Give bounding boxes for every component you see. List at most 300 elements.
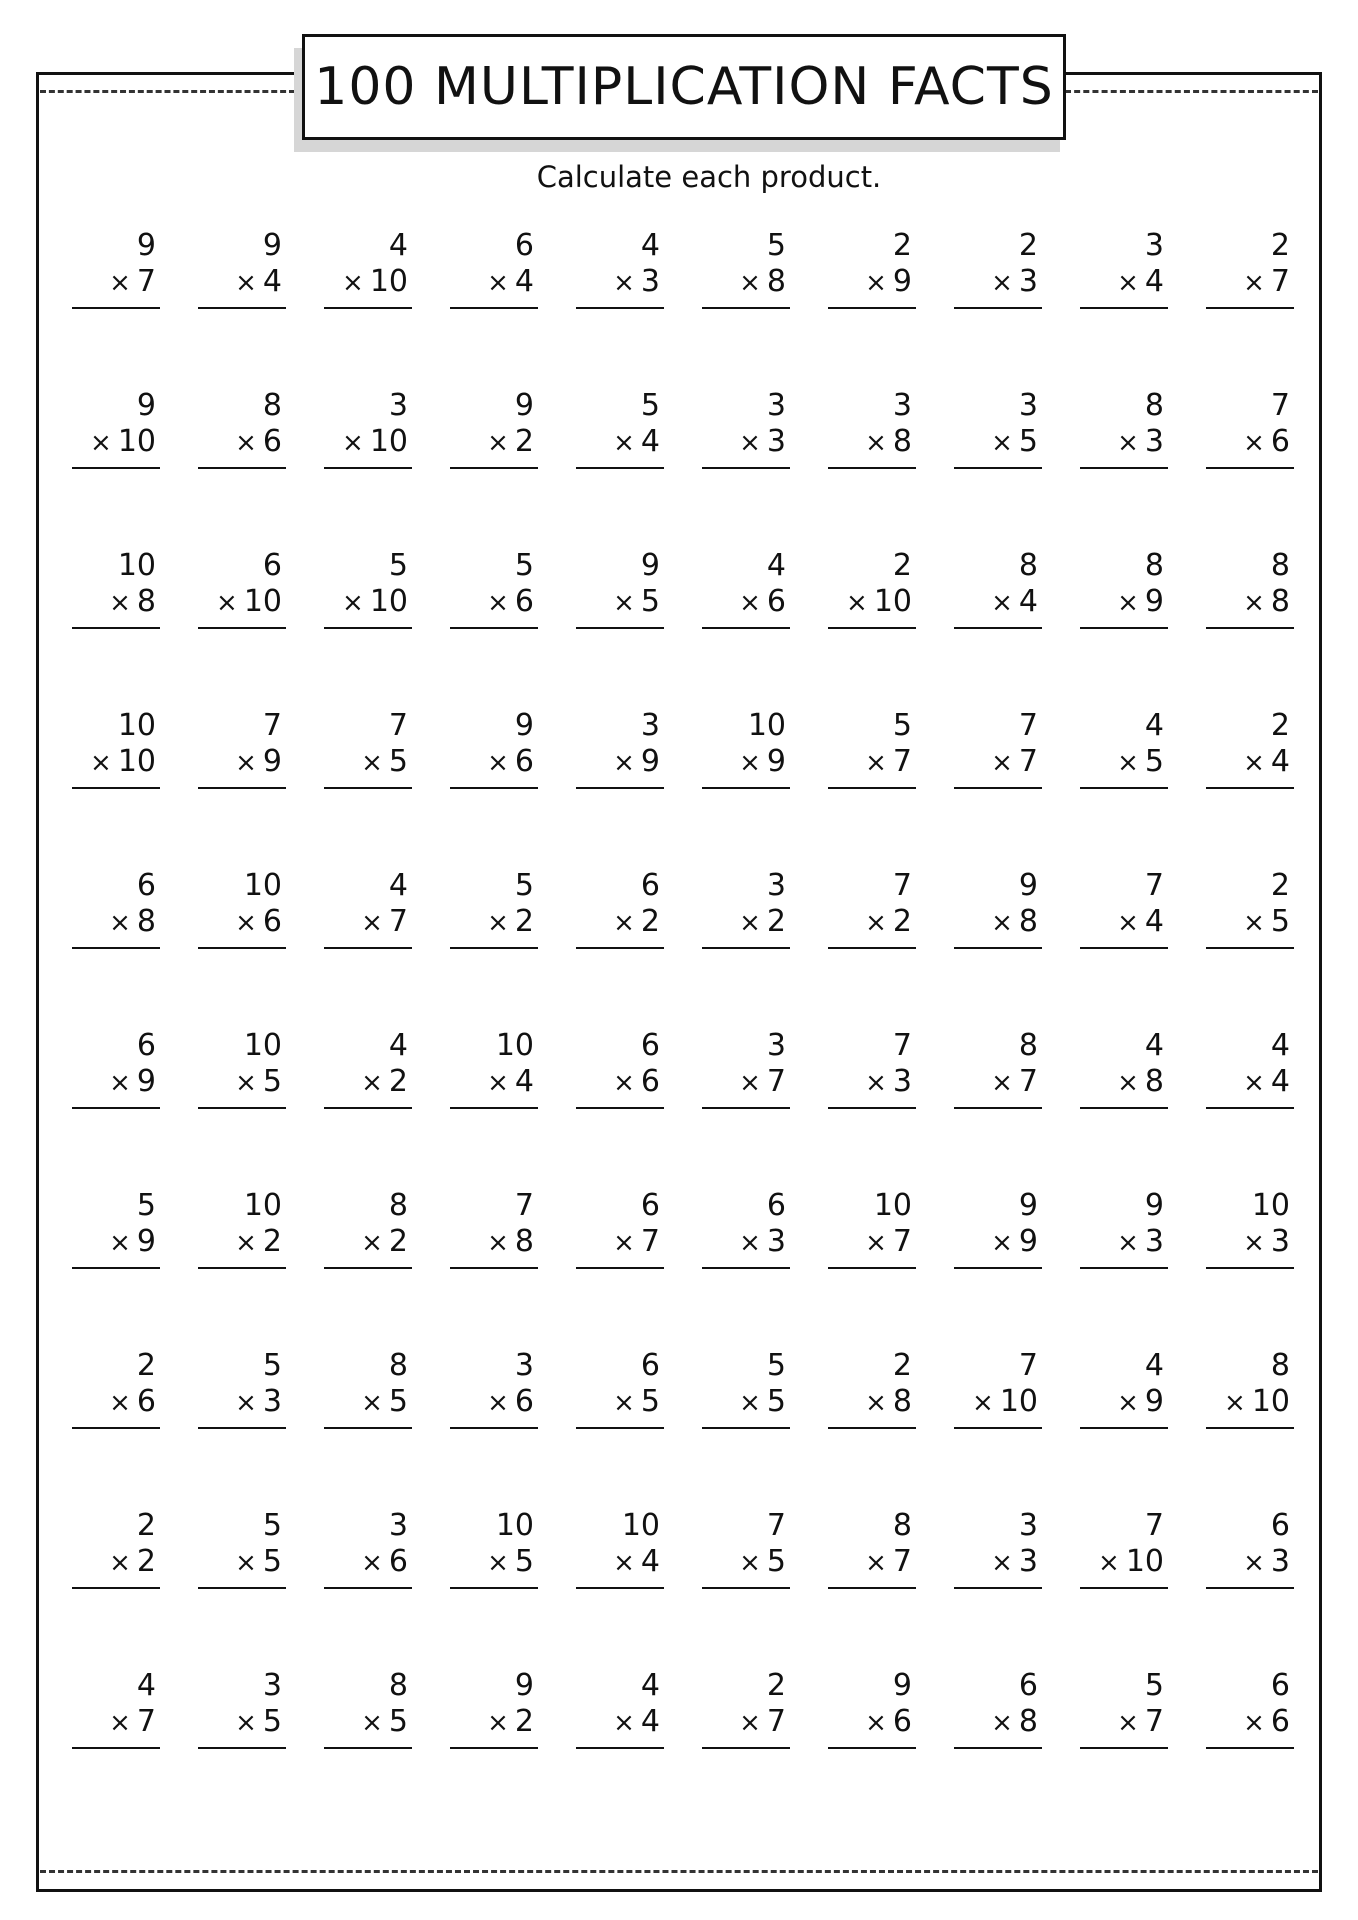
answer-line[interactable] (198, 1427, 286, 1429)
multiplier: 10 (369, 584, 408, 619)
times-sign: × (216, 588, 238, 618)
answer-line[interactable] (828, 627, 916, 629)
multiplier: 4 (1270, 1064, 1290, 1099)
multiplier-line (865, 1544, 912, 1581)
times-sign: × (235, 1388, 257, 1418)
instructions: Calculate each product. (536, 160, 882, 194)
answer-line[interactable] (828, 467, 916, 469)
times-sign: × (487, 268, 509, 298)
multiplicand: 10 (243, 1028, 282, 1063)
multiplier: 4 (1144, 264, 1164, 299)
multiplier-line (90, 424, 156, 461)
multiplier-line (865, 1224, 912, 1261)
multiplicand: 7 (1018, 1348, 1038, 1383)
answer-line[interactable] (1206, 1107, 1294, 1109)
multiplicand: 7 (1270, 388, 1290, 423)
answer-line[interactable] (828, 947, 916, 949)
multiplicand: 10 (1251, 1188, 1290, 1223)
multiplication-problem (324, 1348, 412, 1450)
multiplier-line (865, 424, 912, 461)
multiplier-line (865, 1704, 912, 1741)
times-sign: × (1243, 1228, 1265, 1258)
multiplication-problem (1206, 868, 1294, 970)
multiplier-line (739, 424, 786, 461)
answer-line[interactable] (198, 1267, 286, 1269)
multiplier-line (361, 1704, 408, 1741)
times-sign: × (361, 1068, 383, 1098)
answer-line[interactable] (198, 947, 286, 949)
answer-line[interactable] (828, 307, 916, 309)
answer-line[interactable] (324, 467, 412, 469)
multiplication-problem (198, 868, 286, 970)
multiplicand: 4 (388, 868, 408, 903)
answer-line[interactable] (576, 307, 664, 309)
multiplicand: 4 (136, 1668, 156, 1703)
answer-line[interactable] (450, 1427, 538, 1429)
answer-line[interactable] (198, 627, 286, 629)
multiplication-problem (72, 388, 160, 490)
answer-line[interactable] (1080, 1267, 1168, 1269)
multiplication-problem (198, 1668, 286, 1770)
multiplicand: 5 (640, 388, 660, 423)
answer-line[interactable] (576, 1587, 664, 1589)
multiplier-line (109, 1384, 156, 1421)
times-sign: × (613, 748, 635, 778)
multiplier: 4 (1270, 744, 1290, 779)
multiplier: 6 (766, 584, 786, 619)
multiplier-line (109, 1704, 156, 1741)
answer-line[interactable] (1206, 947, 1294, 949)
answer-line[interactable] (324, 1427, 412, 1429)
answer-line[interactable] (576, 1427, 664, 1429)
multiplier: 10 (117, 424, 156, 459)
multiplier-line (1117, 584, 1164, 621)
multiplication-problem (198, 228, 286, 330)
answer-line[interactable] (1080, 1107, 1168, 1109)
answer-line[interactable] (1206, 1267, 1294, 1269)
multiplier: 5 (514, 1544, 534, 1579)
multiplication-problem (828, 1508, 916, 1610)
multiplication-problem (702, 708, 790, 810)
answer-line[interactable] (1080, 947, 1168, 949)
multiplier-line (1117, 264, 1164, 301)
times-sign: × (991, 268, 1013, 298)
multiplicand: 6 (1018, 1668, 1038, 1703)
multiplier-line (90, 744, 156, 781)
times-sign: × (90, 428, 112, 458)
answer-line[interactable] (702, 627, 790, 629)
answer-line[interactable] (72, 787, 160, 789)
multiplier-line (109, 584, 156, 621)
multiplier-line (739, 264, 786, 301)
answer-line[interactable] (954, 307, 1042, 309)
multiplier-line (109, 1064, 156, 1101)
answer-line[interactable] (702, 787, 790, 789)
answer-line[interactable] (828, 1267, 916, 1269)
multiplication-problem (702, 1348, 790, 1450)
answer-line[interactable] (1080, 787, 1168, 789)
answer-line[interactable] (450, 627, 538, 629)
answer-line[interactable] (450, 467, 538, 469)
answer-line[interactable] (324, 947, 412, 949)
multiplication-problem (702, 1508, 790, 1610)
answer-line[interactable] (1206, 467, 1294, 469)
answer-line[interactable] (72, 467, 160, 469)
multiplication-problem (954, 708, 1042, 810)
times-sign: × (1243, 908, 1265, 938)
answer-line[interactable] (198, 307, 286, 309)
multiplicand: 3 (388, 1508, 408, 1543)
answer-line[interactable] (954, 1107, 1042, 1109)
times-sign: × (865, 1708, 887, 1738)
answer-line[interactable] (576, 1747, 664, 1749)
multiplier: 6 (514, 584, 534, 619)
answer-line[interactable] (1080, 1427, 1168, 1429)
times-sign: × (487, 1708, 509, 1738)
multiplier: 9 (766, 744, 786, 779)
answer-line[interactable] (954, 1587, 1042, 1589)
multiplication-problem (450, 1508, 538, 1610)
multiplier-line (991, 1704, 1038, 1741)
multiplier: 4 (1144, 904, 1164, 939)
multiplier: 7 (1018, 1064, 1038, 1099)
multiplier: 5 (1018, 424, 1038, 459)
multiplier: 8 (1144, 1064, 1164, 1099)
multiplicand: 10 (621, 1508, 660, 1543)
multiplication-problem (450, 1188, 538, 1290)
answer-line[interactable] (1206, 1427, 1294, 1429)
multiplicand: 4 (640, 1668, 660, 1703)
multiplier-line (739, 1544, 786, 1581)
times-sign: × (1117, 748, 1139, 778)
multiplier: 6 (640, 1064, 660, 1099)
times-sign: × (1117, 588, 1139, 618)
answer-line[interactable] (954, 947, 1042, 949)
multiplicand: 5 (1144, 1668, 1164, 1703)
multiplier-line (865, 264, 912, 301)
multiplier-line (865, 1384, 912, 1421)
times-sign: × (991, 1708, 1013, 1738)
multiplier: 6 (262, 424, 282, 459)
answer-line[interactable] (576, 787, 664, 789)
multiplication-problem (324, 868, 412, 970)
times-sign: × (1098, 1548, 1120, 1578)
times-sign: × (1117, 268, 1139, 298)
multiplicand: 3 (766, 388, 786, 423)
answer-line[interactable] (576, 467, 664, 469)
times-sign: × (1117, 1708, 1139, 1738)
times-sign: × (739, 1548, 761, 1578)
times-sign: × (991, 428, 1013, 458)
multiplier: 10 (369, 264, 408, 299)
answer-line[interactable] (450, 1587, 538, 1589)
multiplier: 6 (514, 744, 534, 779)
multiplicand: 8 (1018, 548, 1038, 583)
multiplier-line (1117, 1384, 1164, 1421)
times-sign: × (613, 1548, 635, 1578)
multiplicand: 3 (514, 1348, 534, 1383)
multiplication-problem (828, 548, 916, 650)
multiplier-line (361, 744, 408, 781)
times-sign: × (109, 588, 131, 618)
multiplier: 5 (1270, 904, 1290, 939)
multiplier-line (361, 1384, 408, 1421)
answer-line[interactable] (954, 1747, 1042, 1749)
multiplication-problem (1206, 1188, 1294, 1290)
answer-line[interactable] (702, 1267, 790, 1269)
page-title: 100 MULTIPLICATION FACTS (302, 34, 1066, 140)
multiplier-line (361, 1224, 408, 1261)
multiplier-line (235, 1064, 282, 1101)
multiplicand: 3 (262, 1668, 282, 1703)
multiplication-problem (1206, 1028, 1294, 1130)
multiplication-problem (324, 708, 412, 810)
multiplier-line (1243, 264, 1290, 301)
answer-line[interactable] (828, 787, 916, 789)
multiplicand: 8 (388, 1348, 408, 1383)
multiplication-problem (828, 1028, 916, 1130)
multiplier-line (613, 1224, 660, 1261)
answer-line[interactable] (198, 1587, 286, 1589)
times-sign: × (109, 1548, 131, 1578)
answer-line[interactable] (954, 467, 1042, 469)
multiplicand: 9 (136, 388, 156, 423)
multiplicand: 6 (136, 868, 156, 903)
answer-line[interactable] (72, 1587, 160, 1589)
answer-line[interactable] (72, 947, 160, 949)
answer-line[interactable] (702, 1587, 790, 1589)
times-sign: × (1243, 1548, 1265, 1578)
multiplier-line (342, 264, 408, 301)
multiplier-line (487, 1704, 534, 1741)
times-sign: × (342, 268, 364, 298)
answer-line[interactable] (702, 1427, 790, 1429)
multiplication-problem (702, 228, 790, 330)
times-sign: × (972, 1388, 994, 1418)
times-sign: × (1117, 908, 1139, 938)
multiplier-line (739, 904, 786, 941)
answer-line[interactable] (450, 787, 538, 789)
answer-line[interactable] (198, 467, 286, 469)
multiplication-problem (1206, 228, 1294, 330)
multiplier: 5 (388, 1704, 408, 1739)
multiplier: 3 (640, 264, 660, 299)
multiplier: 8 (766, 264, 786, 299)
answer-line[interactable] (72, 627, 160, 629)
multiplication-problem (324, 1188, 412, 1290)
multiplication-problem (1206, 1348, 1294, 1450)
multiplication-problem (450, 1348, 538, 1450)
answer-line[interactable] (576, 947, 664, 949)
multiplicand: 10 (243, 868, 282, 903)
answer-line[interactable] (954, 1427, 1042, 1429)
multiplier-line (342, 584, 408, 621)
multiplicand: 2 (892, 548, 912, 583)
multiplication-problem (954, 388, 1042, 490)
answer-line[interactable] (324, 307, 412, 309)
multiplication-problem (828, 1668, 916, 1770)
answer-line[interactable] (954, 787, 1042, 789)
multiplication-problem (828, 1188, 916, 1290)
multiplication-problem (72, 708, 160, 810)
multiplicand: 4 (1144, 1348, 1164, 1383)
multiplier: 9 (640, 744, 660, 779)
multiplier: 8 (1270, 584, 1290, 619)
multiplication-problem (576, 228, 664, 330)
answer-line[interactable] (828, 1747, 916, 1749)
multiplication-problem (1080, 1028, 1168, 1130)
answer-line[interactable] (198, 1747, 286, 1749)
multiplier: 5 (640, 584, 660, 619)
multiplier: 3 (1018, 1544, 1038, 1579)
multiplicand: 6 (514, 228, 534, 263)
times-sign: × (613, 268, 635, 298)
answer-line[interactable] (828, 1107, 916, 1109)
multiplier: 5 (766, 1544, 786, 1579)
multiplier-line (739, 1224, 786, 1261)
answer-line[interactable] (1080, 1747, 1168, 1749)
multiplication-problem (72, 1348, 160, 1450)
multiplier-line (739, 1704, 786, 1741)
multiplicand: 9 (640, 548, 660, 583)
answer-line[interactable] (450, 1747, 538, 1749)
times-sign: × (613, 588, 635, 618)
answer-line[interactable] (324, 627, 412, 629)
answer-line[interactable] (1206, 307, 1294, 309)
multiplier-line (991, 1544, 1038, 1581)
answer-line[interactable] (576, 1107, 664, 1109)
answer-line[interactable] (324, 1747, 412, 1749)
answer-line[interactable] (72, 1427, 160, 1429)
multiplier: 5 (1144, 744, 1164, 779)
multiplier: 2 (136, 1544, 156, 1579)
answer-line[interactable] (198, 787, 286, 789)
answer-line[interactable] (72, 1747, 160, 1749)
bottom-dashed-line (40, 1870, 1318, 1873)
answer-line[interactable] (828, 1587, 916, 1589)
multiplier-line (216, 584, 282, 621)
multiplier: 6 (892, 1704, 912, 1739)
answer-line[interactable] (198, 1107, 286, 1109)
multiplier: 8 (892, 424, 912, 459)
times-sign: × (235, 1068, 257, 1098)
answer-line[interactable] (72, 1267, 160, 1269)
times-sign: × (109, 1388, 131, 1418)
multiplier-line (235, 424, 282, 461)
answer-line[interactable] (954, 1267, 1042, 1269)
answer-line[interactable] (324, 1587, 412, 1589)
answer-line[interactable] (954, 627, 1042, 629)
answer-line[interactable] (576, 627, 664, 629)
answer-line[interactable] (1080, 467, 1168, 469)
times-sign: × (991, 908, 1013, 938)
times-sign: × (235, 1548, 257, 1578)
answer-line[interactable] (450, 307, 538, 309)
multiplier: 2 (514, 424, 534, 459)
multiplier-line (487, 1544, 534, 1581)
multiplicand: 3 (640, 708, 660, 743)
multiplier-line (109, 904, 156, 941)
multiplier: 9 (1144, 584, 1164, 619)
multiplicand: 3 (766, 1028, 786, 1063)
answer-line[interactable] (450, 1267, 538, 1269)
multiplier: 3 (1270, 1544, 1290, 1579)
multiplier: 8 (514, 1224, 534, 1259)
multiplicand: 6 (262, 548, 282, 583)
answer-line[interactable] (702, 1747, 790, 1749)
times-sign: × (739, 908, 761, 938)
multiplication-problem (1080, 868, 1168, 970)
answer-line[interactable] (702, 467, 790, 469)
answer-line[interactable] (450, 1107, 538, 1109)
multiplicand: 5 (262, 1348, 282, 1383)
times-sign: × (1243, 588, 1265, 618)
multiplier: 5 (262, 1544, 282, 1579)
answer-line[interactable] (1206, 787, 1294, 789)
multiplier-line (235, 264, 282, 301)
multiplication-problem (450, 548, 538, 650)
answer-line[interactable] (324, 1107, 412, 1109)
answer-line[interactable] (324, 1267, 412, 1269)
multiplier-line (991, 584, 1038, 621)
answer-line[interactable] (324, 787, 412, 789)
answer-line[interactable] (72, 1107, 160, 1109)
multiplier-line (1243, 904, 1290, 941)
multiplicand: 8 (388, 1668, 408, 1703)
times-sign: × (109, 908, 131, 938)
multiplier: 10 (243, 584, 282, 619)
answer-line[interactable] (828, 1427, 916, 1429)
multiplier-line (109, 1544, 156, 1581)
multiplication-problem (954, 1028, 1042, 1130)
answer-line[interactable] (702, 947, 790, 949)
answer-line[interactable] (1080, 1587, 1168, 1589)
multiplier: 8 (136, 904, 156, 939)
multiplier-line (1117, 904, 1164, 941)
multiplier-line (613, 904, 660, 941)
multiplication-problem (828, 1348, 916, 1450)
multiplier: 9 (1144, 1384, 1164, 1419)
answer-line[interactable] (576, 1267, 664, 1269)
multiplicand: 10 (243, 1188, 282, 1223)
answer-line[interactable] (1206, 1747, 1294, 1749)
multiplier-line (991, 1224, 1038, 1261)
answer-line[interactable] (1206, 1587, 1294, 1589)
multiplier: 5 (388, 1384, 408, 1419)
answer-line[interactable] (450, 947, 538, 949)
times-sign: × (865, 268, 887, 298)
multiplier: 7 (388, 904, 408, 939)
answer-line[interactable] (1206, 627, 1294, 629)
multiplier-line (361, 1544, 408, 1581)
multiplication-problem (576, 548, 664, 650)
answer-line[interactable] (1080, 307, 1168, 309)
multiplication-problem (450, 228, 538, 330)
answer-line[interactable] (72, 307, 160, 309)
multiplier-line (487, 1064, 534, 1101)
multiplier: 3 (1144, 424, 1164, 459)
answer-line[interactable] (1080, 627, 1168, 629)
multiplier-line (487, 1384, 534, 1421)
multiplication-problem (198, 1348, 286, 1450)
answer-line[interactable] (702, 1107, 790, 1109)
multiplication-problem (450, 708, 538, 810)
answer-line[interactable] (702, 307, 790, 309)
multiplicand: 2 (1018, 228, 1038, 263)
multiplicand: 2 (136, 1508, 156, 1543)
multiplier-line (487, 584, 534, 621)
multiplication-problem (72, 548, 160, 650)
